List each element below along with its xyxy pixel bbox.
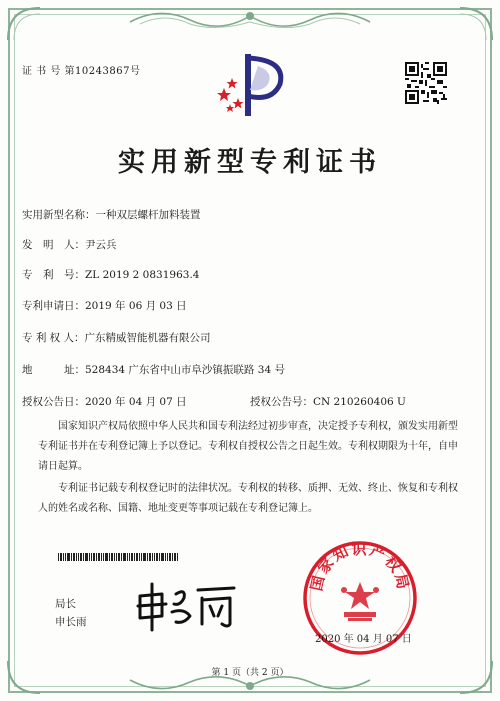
top-ornament [120,4,380,34]
field-value: 2020 年 04 月 07 日 [85,396,187,408]
legal-notice: 专利证书记载专利权登记时的法律状况。专利权的转移、质押、无效、终止、恢复和专利权人的姓名或名称、国籍、地址变更等事项记载在专利登记簿上。 [38,483,458,514]
field-label: 专 利 号： [22,269,85,281]
field-patentee [22,330,211,345]
handwritten-signature [132,578,242,634]
field-label: 实用新型名称： [22,209,96,221]
field-label: 授权公告号： [250,396,313,408]
field-value: 一种双层螺杆加料装置 [95,209,201,221]
field-grant-date [22,394,187,409]
field-value: ZL 2019 2 0831963.4 [85,269,200,281]
signatory-name: 申长雨 [55,616,87,628]
grant-statement: 国家知识产权局依照中华人民共和国专利法经过初步审查，决定授予专利权，颁发实用新型专利证书并在专利登记簿上予以登记。专利权自授权公告之日起生效。专利权期限为十年，自申请日起算。 [38,421,458,472]
field-grant-number [250,394,406,409]
field-utility-model-name [22,207,201,222]
field-label: 专利申请日： [22,300,85,312]
qr-code [405,62,447,104]
signatory-block [55,595,87,631]
barcode [58,553,180,561]
field-value: 广东精威智能机器有限公司 [84,332,211,344]
field-patent-number [22,267,199,282]
seal-date: 2020 年 04 月 07 日 [315,634,412,645]
field-value: CN 210260406 U [313,396,406,408]
field-inventor [22,237,117,252]
field-value: 尹云兵 [85,239,117,251]
page-number: 第 1 页（共 2 页） [211,668,289,678]
certificate-title: 实用新型专利证书 [118,147,382,178]
field-value: 528434 广东省中山市阜沙镇振联路 34 号 [85,364,285,376]
corner-ornament [456,4,496,44]
field-value: 2019 年 06 月 03 日 [85,300,187,312]
cnipa-emblem-icon [210,50,290,120]
field-label: 发 明 人： [22,239,85,251]
field-application-date [22,298,187,313]
field-label: 专 利 权 人： [22,332,85,344]
seal-text: 国家知识产权局 [307,539,413,593]
field-address [22,362,285,377]
field-label: 地 址： [22,364,85,376]
field-label: 授权公告日： [22,396,85,408]
certificate-number: 证 书 号 第10243867号 [22,66,141,77]
corner-ornament [4,4,44,44]
signatory-title: 局长 [55,598,76,610]
